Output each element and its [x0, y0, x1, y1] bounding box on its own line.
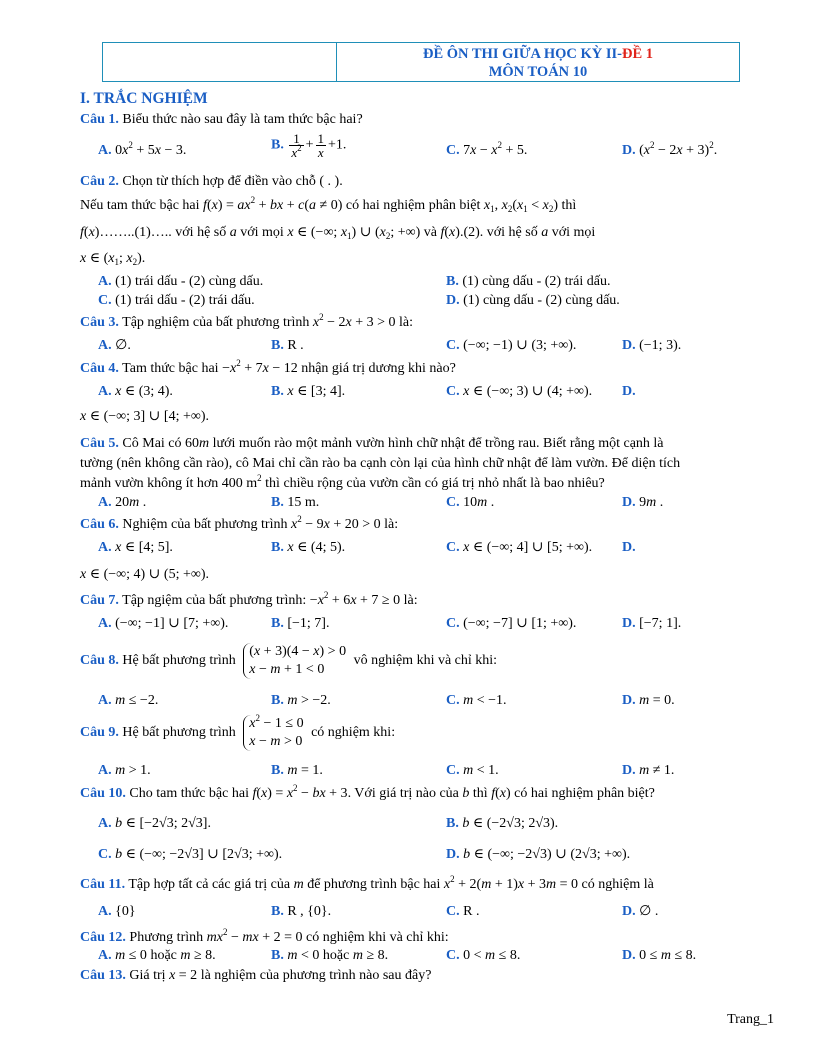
q6-option-d-value: x ∈ (−∞; 4) ∪ (5; +∞).	[80, 567, 209, 582]
q10-option-c: C. b ∈ (−∞; −2√3] ∪ [2√3; +∞).	[98, 847, 283, 862]
question-8: Câu 8. Hệ bất phương trình (x + 3)(4 − x) > 0 x − m + 1 < 0 vô nghiệm khi và chỉ khi:	[80, 644, 498, 677]
q9-system: $x^2 - 1 \le 0$ x − m > 0	[243, 715, 303, 751]
header-left-cell	[103, 43, 337, 81]
q8-system: (x + 3)(4 − x) > 0 x − m + 1 < 0	[243, 643, 346, 679]
q5-option-d: D. 9m .	[622, 495, 664, 510]
q8-option-c: C. m < −1.	[446, 693, 507, 708]
q5-option-a: A. 20m .	[98, 495, 147, 510]
q2-option-a: A. (1) trái dấu - (2) cùng dấu.	[98, 274, 264, 289]
q2-line-3: x ∈ ($x_1$; $x_2$).	[80, 251, 146, 267]
q12-option-b: B. m < 0 hoặc m ≥ 8.	[271, 948, 389, 963]
q7-option-d: D. [−7; 1].	[622, 616, 682, 631]
question-6: Câu 6. Nghiệm của bất phương trình $x^2 - 9x + 20 > 0$ là:	[80, 514, 399, 532]
exam-title: ĐỀ ÔN THI GIỮA HỌC KỲ II-ĐỀ 1	[422, 46, 654, 62]
q4-option-d: D.	[622, 384, 636, 399]
subject-title: MÔN TOÁN 10	[488, 64, 588, 80]
question-1: Câu 1. Biểu thức nào sau đây là tam thức bậc hai?	[80, 112, 363, 127]
q2-option-c: C. (1) trái dấu - (2) trái dấu.	[98, 293, 255, 308]
q1-option-d: D. $(x^2 - 2x + 3)^2$.	[622, 140, 718, 158]
q4-option-b: B. x ∈ [3; 4].	[271, 384, 346, 399]
q7-option-a: A. (−∞; −1] ∪ [7; +∞).	[98, 616, 229, 631]
q3-option-c: C. (−∞; −1) ∪ (3; +∞).	[446, 338, 577, 353]
q5-option-b: B. 15 m.	[271, 495, 320, 510]
q10-option-d: D. b ∈ (−∞; −2√3) ∪ (2√3; +∞).	[446, 847, 631, 862]
q6-option-b: B. x ∈ (4; 5).	[271, 540, 346, 555]
question-3: Câu 3. Tập nghiệm của bất phương trình $x^2 - 2x + 3 > 0$ là:	[80, 312, 414, 330]
q6-option-c: C. x ∈ (−∞; 4] ∪ [5; +∞).	[446, 540, 593, 555]
q3-option-b: B. R .	[271, 338, 304, 353]
q8-option-b: B. m > −2.	[271, 693, 331, 708]
question-10: Câu 10. Cho tam thức bậc hai $f(x) = x^2$ − bx + 3. Với giá trị nào của b thì f(x) có hai nghiệm phân biệt?	[80, 783, 655, 801]
q5-option-c: C. 10m .	[446, 495, 495, 510]
q11-option-c: C. R .	[446, 904, 480, 919]
q10-option-b: B. b ∈ (−2√3; 2√3).	[446, 816, 559, 831]
q4-option-a: A. x ∈ (3; 4).	[98, 384, 173, 399]
q1-option-a: A. $0x^2 + 5x - 3$.	[98, 140, 187, 158]
question-2: Câu 2. Chọn từ thích hợp để điền vào chỗ ( . ).	[80, 174, 343, 189]
q11-option-b: B. R , {0}.	[271, 904, 332, 919]
question-5-line-3: mảnh vườn không ít hơn 400 $m^2$ thì chiều rộng của vườn cần có giá trị nhỏ nhất là bao nhiêu?	[80, 473, 605, 491]
q7-option-c: C. (−∞; −7] ∪ [1; +∞).	[446, 616, 577, 631]
q4-option-d-value: x ∈ (−∞; 3] ∪ [4; +∞).	[80, 409, 209, 424]
q6-option-a: A. x ∈ [4; 5].	[98, 540, 173, 555]
page-footer: Trang_1	[727, 1012, 774, 1027]
q9-option-b: B. m = 1.	[271, 763, 323, 778]
q2-option-b: B. (1) cùng dấu - (2) trái dấu.	[446, 274, 611, 289]
q9-option-a: A. m > 1.	[98, 763, 151, 778]
q7-option-b: B. [−1; 7].	[271, 616, 330, 631]
q3-option-a: A. ∅.	[98, 338, 131, 353]
section-title: I. TRẮC NGHIỆM	[80, 90, 208, 107]
q11-option-d: D. ∅ .	[622, 904, 659, 919]
exam-code: ĐỀ 1	[621, 46, 654, 62]
q12-option-c: C. 0 < m ≤ 8.	[446, 948, 521, 963]
q2-line-1: Nếu tam thức bậc hai $f(x) = ax^2$ + bx + c(a ≠ 0) có hai nghiệm phân biệt $x_1$, $x_2(x_1 < x_2)$ thì	[80, 195, 577, 214]
q2-line-2: f(x)……..(1)….. với hệ số a với mọi x ∈ (−∞; $x_1$) ∪ ($x_2$; +∞) và f(x).(2). với hệ số a với mọi	[80, 225, 596, 241]
question-7: Câu 7. Tập ngiệm của bất phương trình: $-x^2 + 6x + 7 \ge 0$ là:	[80, 590, 418, 608]
question-4: Câu 4. Tam thức bậc hai $-x^2 + 7x - 12$ nhận giá trị dương khi nào?	[80, 358, 456, 376]
header-box	[102, 42, 740, 82]
q10-option-a: A. b ∈ [−2√3; 2√3].	[98, 816, 211, 831]
header-right-cell	[337, 43, 739, 81]
q8-option-a: A. m ≤ −2.	[98, 693, 159, 708]
q12-option-a: A. m ≤ 0 hoặc m ≥ 8.	[98, 948, 216, 963]
question-12: Câu 12. Phương trình $mx^2$ − mx + 2 = 0 có nghiệm khi và chỉ khi:	[80, 927, 449, 945]
question-11: Câu 11. Tập hợp tất cả các giá trị của m để phương trình bậc hai $x^2 + 2(m + 1)x + 3m = 0$ có nghiệm là	[80, 874, 654, 892]
q9-option-d: D. m ≠ 1.	[622, 763, 675, 778]
q1-option-b: B. $\frac{1}{x^2}$ + $\frac{1}{x}$ +1.	[271, 131, 347, 160]
q9-option-c: C. m < 1.	[446, 763, 499, 778]
q6-option-d: D.	[622, 540, 636, 555]
question-5-line-2: tường (nên không cần rào), cô Mai chỉ cần rào ba cạnh còn lại của hình chữ nhật để làm vườn. Để diện tích	[80, 456, 681, 471]
question-5-line-1: Câu 5. Cô Mai có 60m lưới muốn rào một mảnh vườn hình chữ nhật để trồng rau. Biết rằng một cạnh là	[80, 436, 664, 451]
question-13: Câu 13. Giá trị x = 2 là nghiệm của phương trình nào sau đây?	[80, 968, 432, 983]
q2-option-d: D. (1) cùng dấu - (2) cùng dấu.	[446, 293, 620, 308]
question-9: Câu 9. Hệ bất phương trình $x^2 - 1 \le 0$ x − m > 0 có nghiệm khi:	[80, 713, 396, 749]
q11-option-a: A. {0}	[98, 904, 136, 919]
q1-option-c: C. $7x - x^2 + 5$.	[446, 140, 528, 158]
q12-option-d: D. 0 ≤ m ≤ 8.	[622, 948, 697, 963]
q4-option-c: C. x ∈ (−∞; 3) ∪ (4; +∞).	[446, 384, 593, 399]
q3-option-d: D. (−1; 3).	[622, 338, 682, 353]
q8-option-d: D. m = 0.	[622, 693, 675, 708]
